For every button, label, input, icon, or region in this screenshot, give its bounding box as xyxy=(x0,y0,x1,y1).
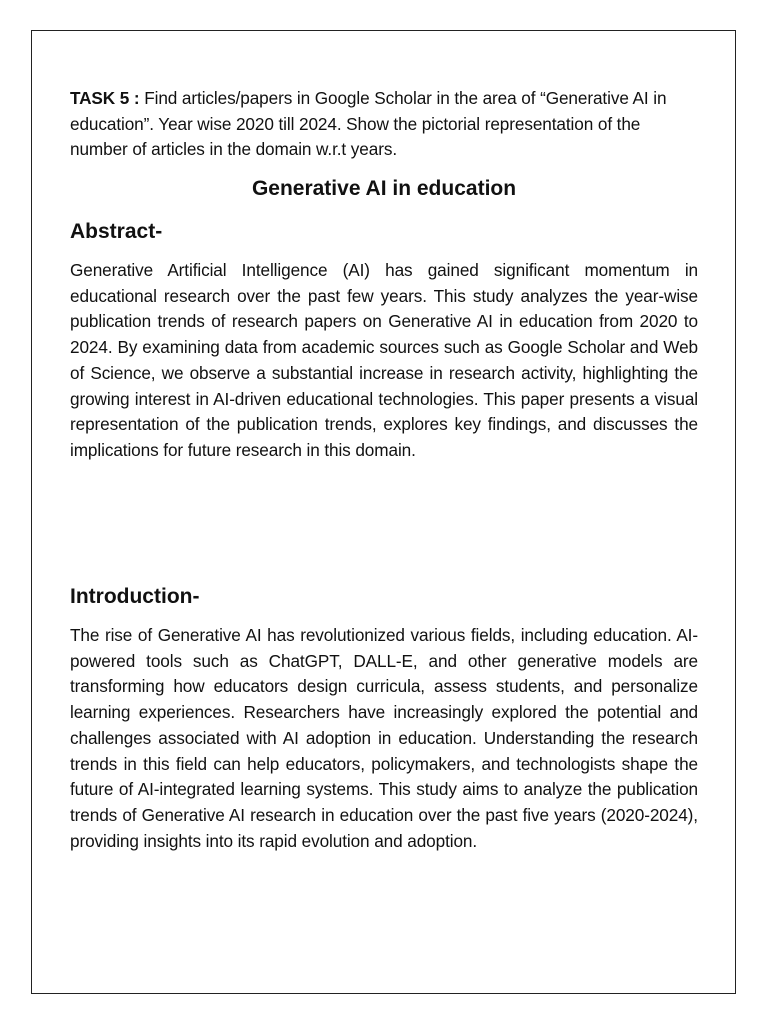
abstract-heading: Abstract- xyxy=(70,220,163,243)
document-title: Generative AI in education xyxy=(251,177,517,200)
introduction-paragraph: The rise of Generative AI has revolutionized various fields, including education. AI-powered tools such as ChatGPT, DALL-E, and other generative models are transforming how educators design curricula, assess students, and personalize learning experiences. Researchers have increasingly explored the potential and challenges associated with AI adoption in education. Understanding the research trends in this field can help educators, policymakers, and technologists shape the future of AI-integrated learning systems. This study aims to analyze the publication trends of Generative AI research in education over the past five years (2020-2024), providing insights into its rapid evolution and adoption. xyxy=(70,625,698,851)
introduction-heading: Introduction- xyxy=(70,585,200,608)
document-content xyxy=(70,86,698,851)
task-label: TASK 5 : xyxy=(70,88,140,108)
task-statement xyxy=(70,86,698,163)
abstract-paragraph: Generative Artificial Intelligence (AI) has gained significant momentum in educational research over the past few years. This study analyzes the year-wise publication trends of research papers on Generative AI in education from 2020 to 2024. By examining data from academic sources such as Google Scholar and Web of Science, we observe a substantial increase in research activity, highlighting the growing interest in AI-driven educational technologies. This paper presents a visual representation of the publication trends, explores key findings, and discusses the implications for future research in this domain. xyxy=(70,260,698,460)
task-text: Find articles/papers in Google Scholar in the area of “Generative AI in education”. Year wise 2020 till 2024. Show the pictorial representation of the number of articles in the domain w.r.t years. xyxy=(70,88,667,159)
